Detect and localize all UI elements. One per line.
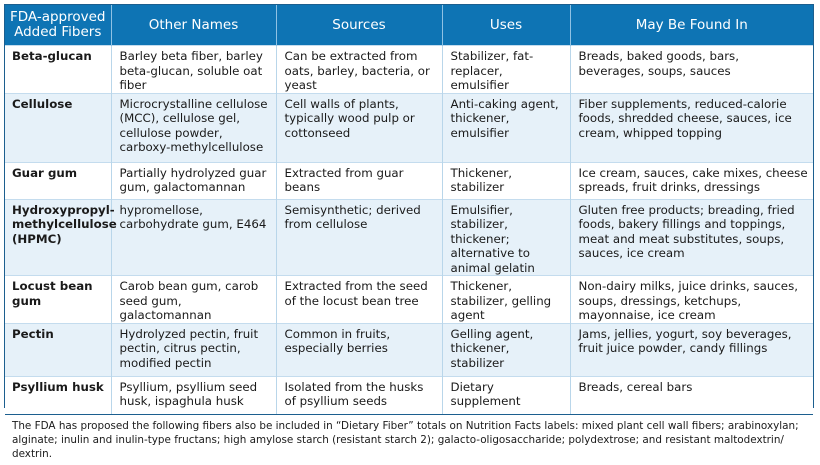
table-row [5,199,813,276]
uses-cell: Dietary supplement [442,376,570,414]
other-names-cell: Hydrolyzed pectin, fruit pectin, citrus pectin, modified pectin [111,323,276,376]
table-row [5,93,813,162]
header-fiber: FDA-approved Added Fibers [5,5,111,46]
header-found-in: May Be Found In [570,5,813,46]
header-sources: Sources [276,5,442,46]
uses-cell: Stabilizer, fat-replacer, emulsifier [442,46,570,94]
other-names-cell: Barley beta fiber, barley beta-glucan, soluble oat fiber [111,46,276,94]
uses-cell: Gelling agent, thickener, stabilizer [442,323,570,376]
fiber-name: Pectin [5,323,111,376]
sources-cell: Cell walls of plants, typically wood pulp or cottonseed [276,93,442,162]
header-other-names: Other Names [111,5,276,46]
added-fibers-table [5,5,813,414]
table-row [5,276,813,324]
table-row [5,162,813,199]
uses-cell: Emulsifier, stabilizer, thickener; alternative to animal gelatin [442,199,570,276]
sources-cell: Extracted from guar beans [276,162,442,199]
footnote: The FDA has proposed the following fibers also be included in “Dietary Fiber” totals on Nutrition Facts labels: mixed plant cell wall fibers; arabinoxylan; alginate; inulin and inulin-type fructans; high amylose starch (resistant starch 2); galacto-oligosaccharide; polydextrose; and resistant maltodextrin/ dextrin. [5,414,813,465]
other-names-cell: Partially hydrolyzed guar gum, galactomannan [111,162,276,199]
fiber-name: Cellulose [5,93,111,162]
sources-cell: Extracted from the seed of the locust bean tree [276,276,442,324]
found-in-cell: Gluten free products; breading, fried foods, bakery fillings and toppings, meat and meat substitutes, soups, sauces, ice cream [570,199,813,276]
fiber-name: Guar gum [5,162,111,199]
fiber-name: Beta-glucan [5,46,111,94]
sources-cell: Can be extracted from oats, barley, bacteria, or yeast [276,46,442,94]
found-in-cell: Breads, cereal bars [570,376,813,414]
other-names-cell: Carob bean gum, carob seed gum, galactomannan [111,276,276,324]
other-names-cell: Psyllium, psyllium seed husk, ispaghula husk [111,376,276,414]
found-in-cell: Breads, baked goods, bars, beverages, soups, sauces [570,46,813,94]
fiber-name: Psyllium husk [5,376,111,414]
fiber-table-panel [4,4,814,460]
sources-cell: Isolated from the husks of psyllium seeds [276,376,442,414]
sources-cell: Common in fruits, especially berries [276,323,442,376]
found-in-cell: Fiber supplements, reduced-calorie foods, shredded cheese, sauces, ice cream, whipped topping [570,93,813,162]
uses-cell: Thickener, stabilizer [442,162,570,199]
found-in-cell: Ice cream, sauces, cake mixes, cheese spreads, fruit drinks, dressings [570,162,813,199]
header-uses: Uses [442,5,570,46]
fiber-name: Locust bean gum [5,276,111,324]
header-row [5,5,813,46]
found-in-cell: Jams, jellies, yogurt, soy beverages, fruit juice powder, candy fillings [570,323,813,376]
table-row [5,376,813,414]
uses-cell: Anti-caking agent, thickener, emulsifier [442,93,570,162]
found-in-cell: Non-dairy milks, juice drinks, sauces, soups, dressings, ketchups, mayonnaise, ice cream [570,276,813,324]
table-row [5,46,813,94]
table-row [5,323,813,376]
sources-cell: Semisynthetic; derived from cellulose [276,199,442,276]
uses-cell: Thickener, stabilizer, gelling agent [442,276,570,324]
fiber-name: Hydroxypropyl-methylcellulose (HPMC) [5,199,111,276]
other-names-cell: Microcrystalline cellulose (MCC), cellulose gel, cellulose powder, carboxy-methylcellulose [111,93,276,162]
other-names-cell: hypromellose, carbohydrate gum, E464 [111,199,276,276]
